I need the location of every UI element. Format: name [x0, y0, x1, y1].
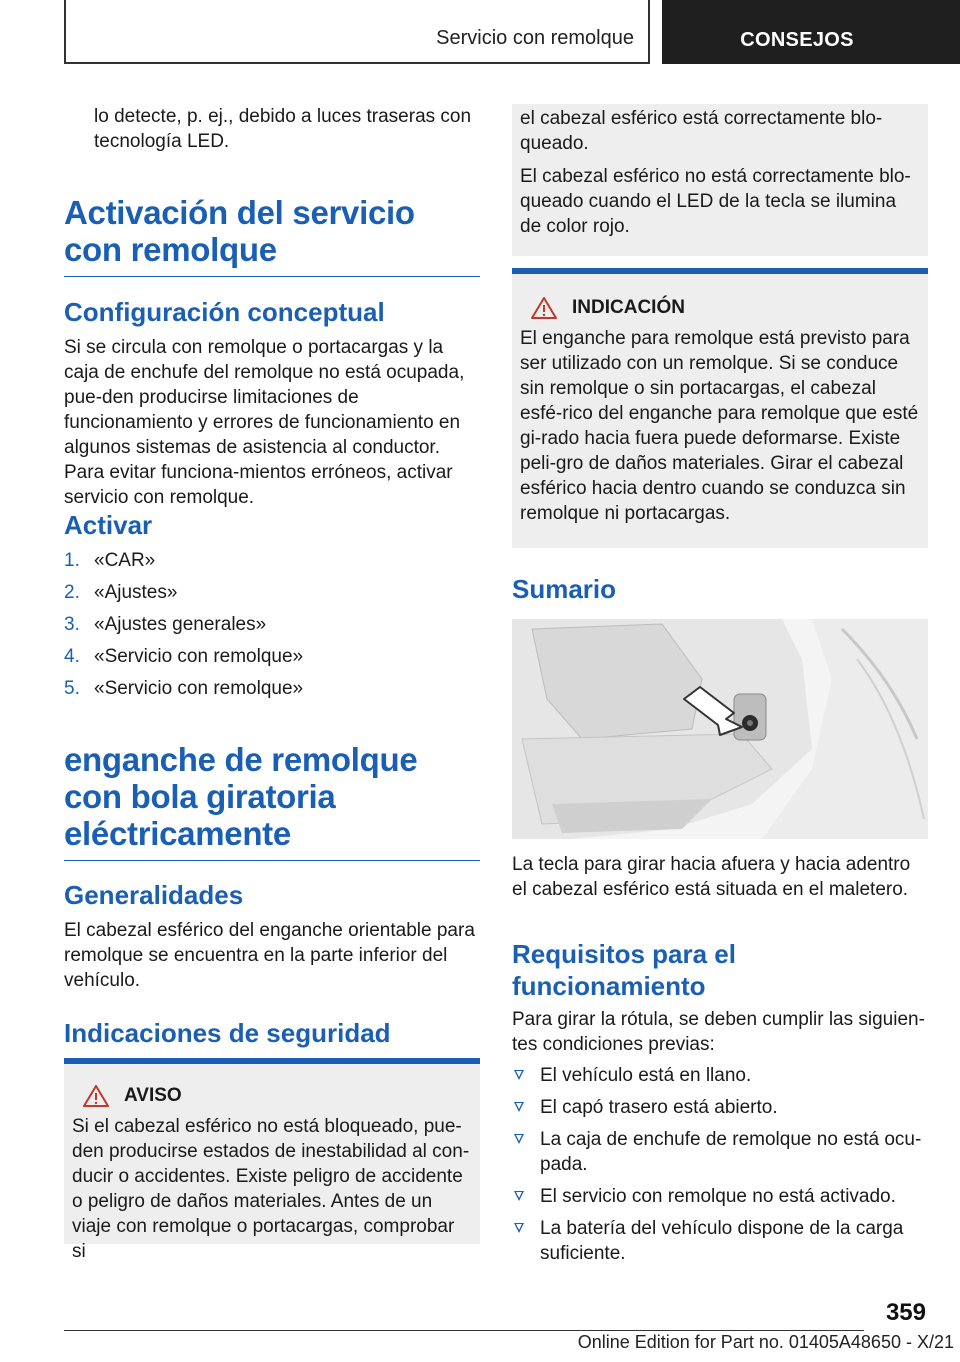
step-item: 3. «Ajustes generales»	[64, 614, 267, 635]
config-text: Si se circula con remolque o portacargas y la caja de enchufe del remolque no está ocupada, pue-den producirse limitaciones de funcionamiento y errores de funcionamiento en algunos sistemas de asistencia al conductor. Para evitar funciona-mientos erróneos, activar servicio con remolque.	[64, 337, 465, 508]
warning-cont-text-1: el cabezal esférico está correctamente blo-queado.	[520, 108, 883, 154]
list-item: El vehículo está en llano.	[512, 1063, 928, 1088]
section-title: Servicio con remolque	[436, 27, 634, 49]
triangle-bullet-icon	[514, 1070, 524, 1080]
heading-safety: Indicaciones de seguridad	[64, 1018, 391, 1048]
step-item: 2. «Ajustes»	[64, 582, 178, 603]
step-item: 5. «Servicio con remolque»	[64, 678, 304, 699]
list-item: La caja de enchufe de remolque no está ocu-pada.	[512, 1127, 928, 1177]
requirements-list	[512, 1063, 928, 1273]
section-header-box	[64, 0, 650, 64]
trunk-photo	[512, 619, 928, 839]
triangle-bullet-icon	[514, 1223, 524, 1233]
warning-box-continued	[512, 104, 928, 256]
notice-box	[512, 268, 928, 548]
warning-text: Si el cabezal esférico no está bloqueado, pue-den producirse estados de inestabilidad al con-ducir o accidentes. Existe peligro de accidente o peligro de daños materiales. Antes de un viaje con remolque o portacargas, comprobar si	[72, 1116, 470, 1262]
list-item: La batería del vehículo dispone de la carga suficiente.	[512, 1216, 928, 1266]
photo-caption: La tecla para girar hacia afuera y hacia adentro el cabezal esférico está situada en el maletero.	[512, 854, 911, 900]
general-text: El cabezal esférico del enganche orientable para remolque se encuentra en la parte inferior del vehículo.	[64, 920, 475, 991]
triangle-bullet-icon	[514, 1191, 524, 1201]
heading-requirements: Requisitos para el funcionamiento	[512, 939, 736, 1001]
list-item: El servicio con remolque no está activado.	[512, 1184, 928, 1209]
heading-activation: Activación del servicio con remolque	[64, 194, 480, 277]
triangle-bullet-icon	[514, 1134, 524, 1144]
notice-title: INDICACIÓN	[572, 297, 685, 318]
list-item: El capó trasero está abierto.	[512, 1095, 928, 1120]
warning-triangle-icon	[530, 296, 558, 320]
footer-edition-text: Online Edition for Part no. 01405A48650 - X/21	[577, 1332, 954, 1352]
warning-box	[64, 1058, 480, 1262]
chapter-tab[interactable]	[662, 0, 960, 64]
trunk-illustration	[512, 619, 928, 839]
page-header	[0, 0, 960, 66]
heading-summary: Sumario	[512, 574, 617, 604]
triangle-bullet-icon	[514, 1102, 524, 1112]
heading-config: Configuración conceptual	[64, 297, 385, 327]
heading-activate: Activar	[64, 510, 153, 540]
requirements-intro: Para girar la rótula, se deben cumplir las siguien-tes condiciones previas:	[512, 1009, 925, 1055]
step-item: 4. «Servicio con remolque»	[64, 646, 304, 667]
footer-rule	[64, 1330, 864, 1331]
warning-triangle-icon	[82, 1084, 110, 1108]
activate-steps	[64, 548, 480, 708]
warning-title: AVISO	[124, 1085, 182, 1106]
warning-title-row	[72, 1084, 472, 1108]
heading-general: Generalidades	[64, 880, 244, 910]
page-number: 359	[885, 1299, 926, 1326]
notice-text: El enganche para remolque está previsto para ser utilizado con un remolque. Si se conduce sin remolque o sin portacargas, el cabezal esfé-rico del enganche para remolque que esté gi-rado hacia fuera puede deformarse. Existe peli-gro de daños materiales. Girar el cabezal esférico hacia dentro cuando se conduzca sin remolque ni portacargas.	[520, 328, 919, 524]
chapter-tab-label: CONSEJOS	[740, 29, 854, 51]
heading-hitch: enganche de remolque con bola giratoria eléctricamente	[64, 741, 480, 861]
intro-text: lo detecte, p. ej., debido a luces traseras con tecnología LED.	[94, 106, 472, 152]
notice-title-row	[520, 296, 920, 320]
step-item: 1. «CAR»	[64, 550, 156, 571]
warning-cont-text-2: El cabezal esférico no está correctamente blo-queado cuando el LED de la tecla se ilumina de color rojo.	[520, 166, 911, 237]
